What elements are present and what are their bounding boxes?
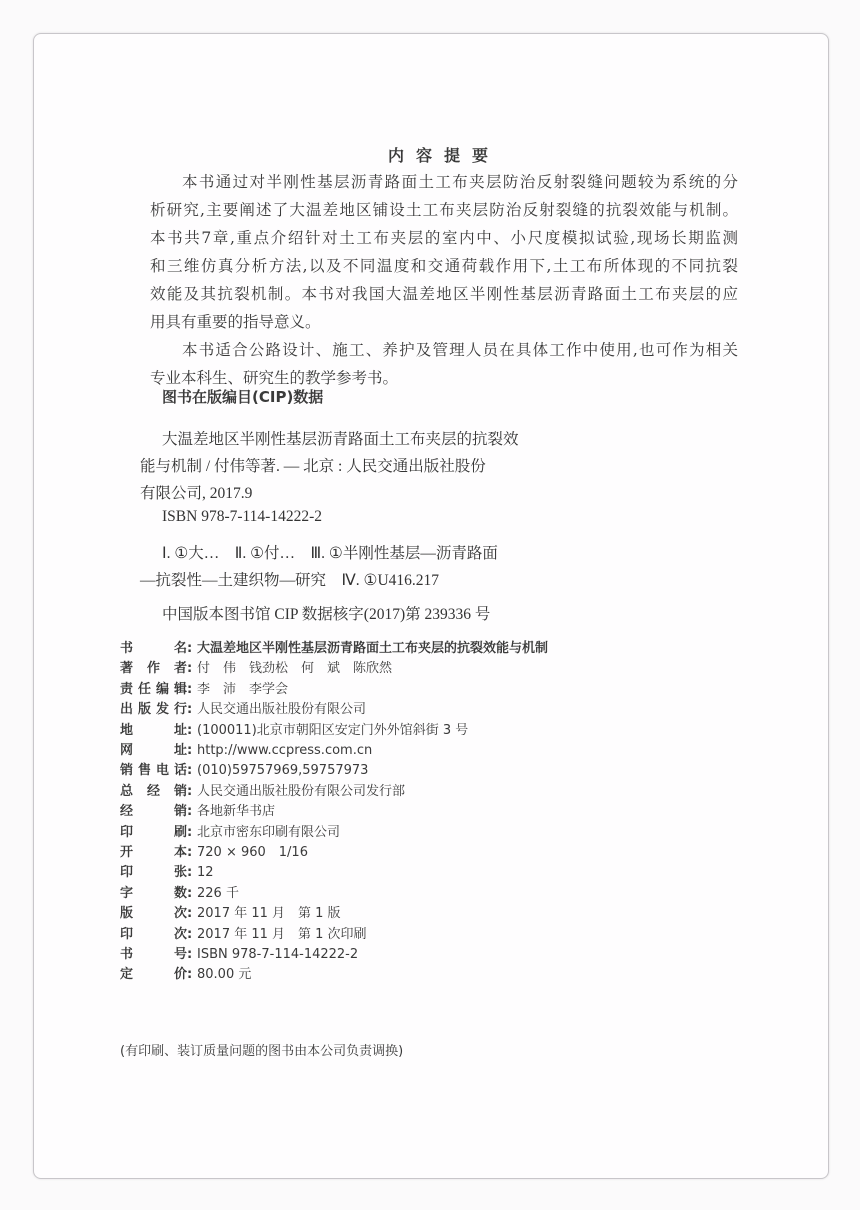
detail-value: 720 × 960 1/16 <box>197 845 308 860</box>
detail-colon: : <box>187 763 193 779</box>
detail-label: 网址 <box>120 743 187 758</box>
detail-colon: : <box>187 783 193 799</box>
detail-label: 责任编辑 <box>120 681 187 697</box>
detail-value: 2017 年 11 月 第 1 次印刷 <box>197 926 367 942</box>
detail-label: 经销 <box>120 804 187 820</box>
detail-value: 2017 年 11 月 第 1 版 <box>197 906 341 922</box>
cip-line: Ⅰ. ①大… Ⅱ. ①付… Ⅲ. ①半刚性基层—沥青路面 <box>162 545 498 562</box>
detail-row <box>120 680 288 700</box>
detail-colon: : <box>187 804 193 820</box>
detail-row <box>120 904 341 924</box>
summary-line: 效能及其抗裂机制。本书对我国大温差地区半刚性基层沥青路面土工布夹层的应 <box>150 285 738 303</box>
detail-label: 出版发行 <box>120 702 187 718</box>
detail-row <box>120 863 214 883</box>
cip-line: ISBN 978-7-114-14222-2 <box>162 508 323 525</box>
detail-row <box>120 721 468 741</box>
detail-label: 书名 <box>120 641 187 656</box>
detail-value: 226 千 <box>197 885 239 901</box>
detail-colon: : <box>187 824 193 840</box>
detail-label: 定价 <box>120 967 187 983</box>
detail-label: 开本 <box>120 845 187 860</box>
detail-row <box>120 843 308 863</box>
detail-row <box>120 782 405 802</box>
detail-value: 付 伟 钱劲松 何 斌 陈欣然 <box>197 661 393 677</box>
detail-row <box>120 741 372 761</box>
detail-value: 各地新华书店 <box>197 804 276 820</box>
summary-line: 本书通过对半刚性基层沥青路面土工布夹层防治反射裂缝问题较为系统的分 <box>182 173 738 191</box>
detail-value: 大温差地区半刚性基层沥青路面土工布夹层的抗裂效能与机制 <box>197 641 549 656</box>
detail-colon: : <box>187 743 193 758</box>
detail-colon: : <box>187 845 193 860</box>
detail-colon: : <box>187 722 193 738</box>
detail-row <box>120 945 358 965</box>
detail-label: 印张 <box>120 865 187 881</box>
detail-row <box>120 884 239 904</box>
detail-colon: : <box>187 702 193 718</box>
detail-row <box>120 823 340 843</box>
detail-value: ISBN 978-7-114-14222-2 <box>197 947 359 962</box>
cip-line: 大温差地区半刚性基层沥青路面土工布夹层的抗裂效 <box>162 431 519 448</box>
detail-row <box>120 761 368 781</box>
detail-label: 书号 <box>120 947 187 962</box>
cip-heading: 图书在版编目(CIP)数据 <box>162 388 324 406</box>
detail-colon: : <box>187 885 193 901</box>
summary-line: 用具有重要的指导意义。 <box>150 313 321 331</box>
detail-colon: : <box>187 947 193 962</box>
cip-line: —抗裂性—土建织物—研究 Ⅳ. ①U416.217 <box>140 572 440 589</box>
summary-title: 内容提要 <box>387 146 500 165</box>
detail-value: 北京市密东印刷有限公司 <box>197 824 341 840</box>
detail-label: 印次 <box>120 926 187 942</box>
detail-label: 总经销 <box>120 783 187 799</box>
detail-row <box>120 639 548 659</box>
detail-value: 80.00 元 <box>197 967 252 983</box>
detail-colon: : <box>187 865 193 881</box>
detail-row <box>120 925 367 945</box>
detail-row <box>120 965 251 985</box>
detail-value: 人民交通出版社股份有限公司发行部 <box>197 783 406 799</box>
summary-line: 专业本科生、研究生的教学参考书。 <box>150 369 399 387</box>
summary-line: 本书适合公路设计、施工、养护及管理人员在具体工作中使用,也可作为相关 <box>182 341 738 359</box>
detail-value: 人民交通出版社股份有限公司 <box>197 702 367 718</box>
detail-value: (100011)北京市朝阳区安定门外外馆斜街 3 号 <box>197 722 469 738</box>
cip-line: 有限公司, 2017.9 <box>140 485 253 502</box>
cip-number: 中国版本图书馆 CIP 数据核字(2017)第 239336 号 <box>162 606 491 623</box>
detail-label: 销售电话 <box>120 763 187 779</box>
detail-value: 12 <box>197 865 214 881</box>
detail-label: 地址 <box>120 722 187 738</box>
detail-colon: : <box>187 661 193 677</box>
detail-row <box>120 802 275 822</box>
detail-label: 版次 <box>120 906 187 922</box>
summary-line: 本书共7章,重点介绍针对土工布夹层的室内中、小尺度模拟试验,现场长期监测 <box>150 229 738 247</box>
detail-row <box>120 700 366 720</box>
summary-line: 和三维仿真分析方法,以及不同温度和交通荷载作用下,土工布所体现的不同抗裂 <box>150 257 738 275</box>
detail-colon: : <box>187 967 193 983</box>
detail-label: 印刷 <box>120 824 187 840</box>
detail-label: 字数 <box>120 885 187 901</box>
detail-value: http://www.ccpress.com.cn <box>197 743 373 758</box>
summary-line: 析研究,主要阐述了大温差地区铺设土工布夹层防治反射裂缝的抗裂效能与机制。 <box>150 201 738 219</box>
detail-colon: : <box>187 641 193 656</box>
detail-colon: : <box>187 681 193 697</box>
detail-colon: : <box>187 926 193 942</box>
detail-row <box>120 659 392 679</box>
cip-line: 能与机制 / 付伟等著. — 北京 : 人民交通出版社股份 <box>140 458 486 475</box>
detail-colon: : <box>187 906 193 922</box>
detail-value: 李 沛 李学会 <box>197 681 289 697</box>
detail-value: (010)59757969,59757973 <box>197 763 369 779</box>
quality-note: (有印刷、装订质量问题的图书由本公司负责调换) <box>120 1044 404 1059</box>
detail-label: 著作者 <box>120 661 187 677</box>
